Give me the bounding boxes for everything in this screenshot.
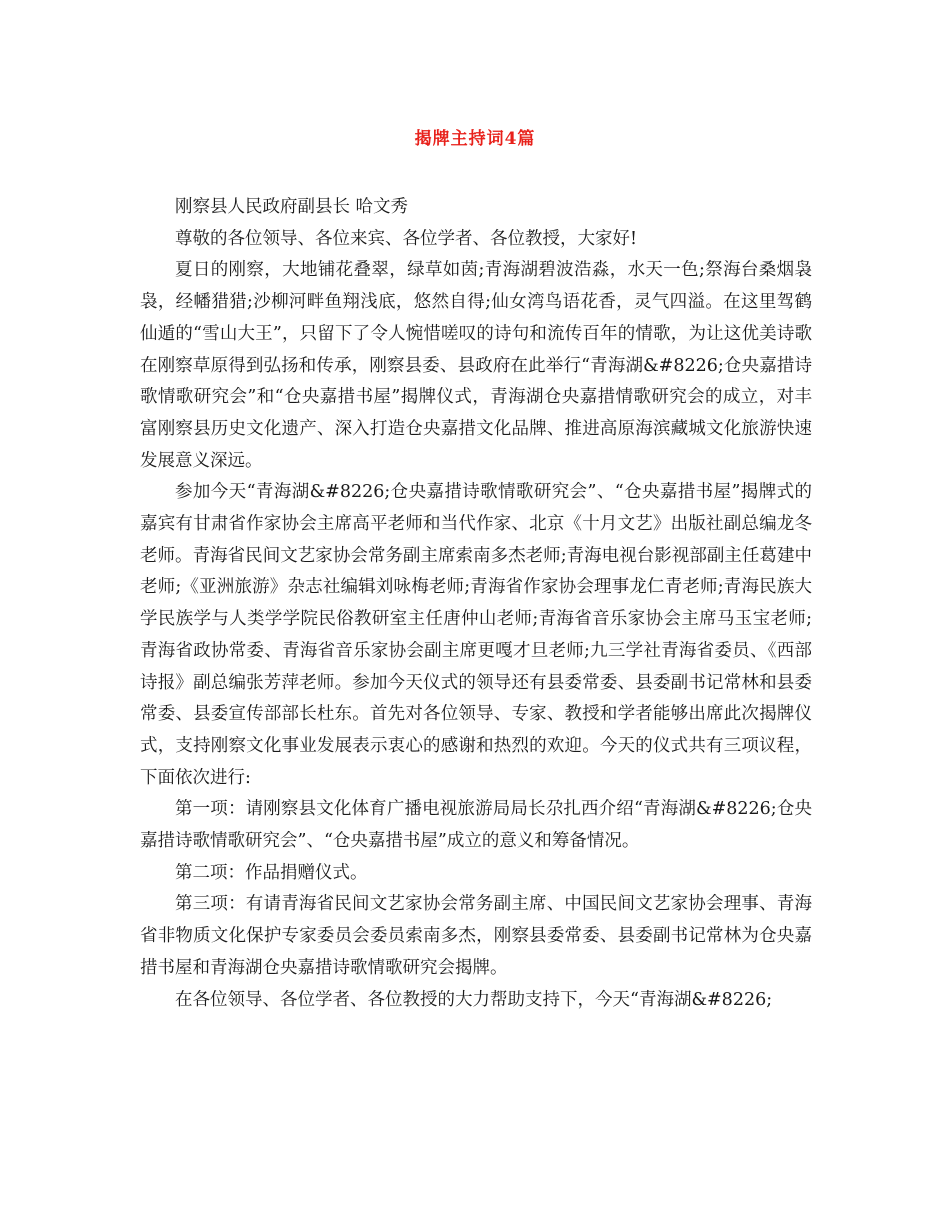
document-body [140,192,812,1016]
document-title: 揭牌主持词4篇 [414,129,536,149]
paragraph-agenda-item-2: 第二项：作品捐赠仪式。 [175,862,368,883]
paragraph-introduction: 夏日的刚察，大地铺花叠翠，绿草如茵;青海湖碧波浩淼，水天一色;祭海台桑烟袅袅，经幡猎猎;沙柳河畔鱼翔浅底，悠然自得;仙女湾鸟语花香，灵气四溢。在这里驾鹤仙遁的“雪山大王”，只留下了令人惋惜嗟叹的诗句和流传百年的情歌，为让这优美诗歌在刚察草原得到弘扬和传承，刚察县委、县政府在此举行“青海湖&#8226;仓央嘉措诗歌情歌研究会”和“仓央嘉措书屋”揭牌仪式，青海湖仓央嘉措情歌研究会的成立，对丰富刚察县历史文化遗产、深入打造仓央嘉措文化品牌、推进高原海滨藏城文化旅游快速发展意义深远。 [140,260,812,471]
paragraph-closing: 在各位领导、各位学者、各位教授的大力帮助支持下，今天“青海湖&#8226; [175,989,773,1010]
paragraph-guests: 参加今天“青海湖&#8226;仓央嘉措诗歌情歌研究会”、“仓央嘉措书屋”揭牌式的嘉宾有甘肃省作家协会主席高平老师和当代作家、北京《十月文艺》出版社副总编龙冬老师。青海省民间文艺家协会常务副主席索南多杰老师;青海电视台影视部副主任葛建中老师;《亚洲旅游》杂志社编辑刘咏梅老师;青海省作家协会理事龙仁青老师;青海民族大学民族学与人类学学院民俗教研室主任唐仲山老师;青海省音乐家协会主席马玉宝老师;青海省政协常委、青海省音乐家协会副主席更嘎才旦老师;九三学社青海省委员、《西部诗报》副总编张芳萍老师。参加今天仪式的领导还有县委常委、县委副书记常林和县委常委、县委宣传部部长杜东。首先对各位领导、专家、教授和学者能够出席此次揭牌仪式，支持刚察文化事业发展表示衷心的感谢和热烈的欢迎。今天的仪式共有三项议程，下面依次进行: [140,482,812,788]
paragraph-greeting: 尊敬的各位领导、各位来宾、各位学者、各位教授，大家好! [175,228,638,249]
paragraph-agenda-item-1: 第一项：请刚察县文化体育广播电视旅游局局长尕扎西介绍“青海湖&#8226;仓央嘉措诗歌情歌研究会”、“仓央嘉措书屋”成立的意义和筹备情况。 [140,799,812,852]
paragraph-author: 刚察县人民政府副县长 哈文秀 [175,197,409,217]
paragraph-agenda-item-3: 第三项：有请青海省民间文艺家协会常务副主席、中国民间文艺家协会理事、青海省非物质文化保护专家委员会委员索南多杰，刚察县委常委、县委副书记常林为仓央嘉措书屋和青海湖仓央嘉措诗歌情歌研究会揭牌。 [140,894,812,978]
